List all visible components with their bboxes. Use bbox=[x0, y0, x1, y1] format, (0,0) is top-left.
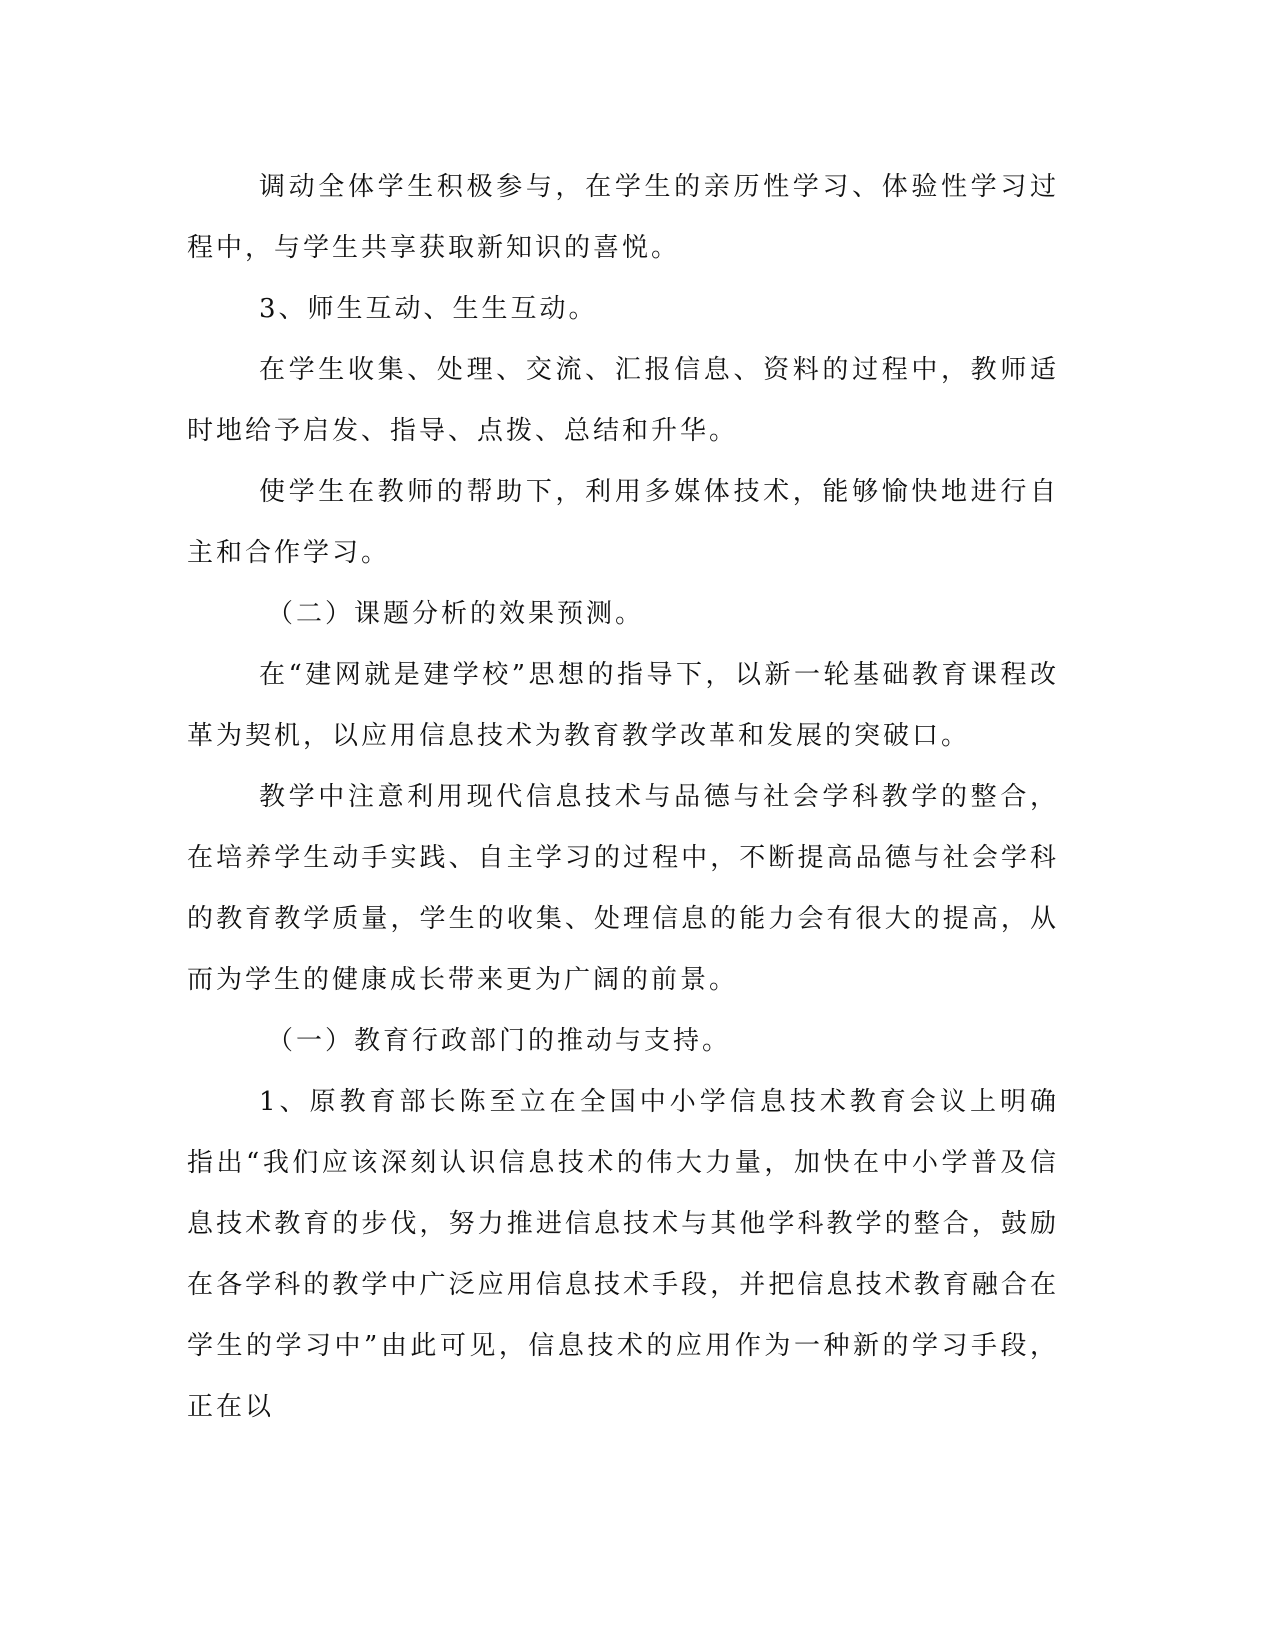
paragraph: 在学生收集、处理、交流、汇报信息、资料的过程中，教师适时地给予启发、指导、点拨、总结和升华。 bbox=[187, 355, 1059, 446]
paragraph: 调动全体学生积极参与，在学生的亲历性学习、体验性学习过程中，与学生共享获取新知识的喜悦。 bbox=[187, 172, 1059, 263]
paragraph: 1、原教育部长陈至立在全国中小学信息技术教育会议上明确指出“我们应该深刻认识信息技术的伟大力量，加快在中小学普及信息技术教育的步伐，努力推进信息技术与其他学科教学的整合，鼓励在各学科的教学中广泛应用信息技术手段，并把信息技术教育融合在学生的学习中”由此可见，信息技术的应用作为一种新的学习手段，正在以 bbox=[187, 1087, 1059, 1422]
paragraph: 在“建网就是建学校”思想的指导下，以新一轮基础教育课程改革为契机，以应用信息技术为教育教学改革和发展的突破口。 bbox=[187, 660, 1059, 751]
paragraph-heading: 3、师生互动、生生互动。 bbox=[259, 294, 598, 324]
section-heading: （二）课题分析的效果预测。 bbox=[267, 599, 645, 629]
paragraph: 使学生在教师的帮助下，利用多媒体技术，能够愉快地进行自主和合作学习。 bbox=[187, 477, 1059, 568]
document-body bbox=[187, 157, 1059, 1438]
section-heading: （一）教育行政部门的推动与支持。 bbox=[267, 1026, 732, 1056]
paragraph: 教学中注意利用现代信息技术与品德与社会学科教学的整合，在培养学生动手实践、自主学习的过程中，不断提高品德与社会学科的教育教学质量，学生的收集、处理信息的能力会有很大的提高，从而为学生的健康成长带来更为广阔的前景。 bbox=[187, 782, 1059, 995]
